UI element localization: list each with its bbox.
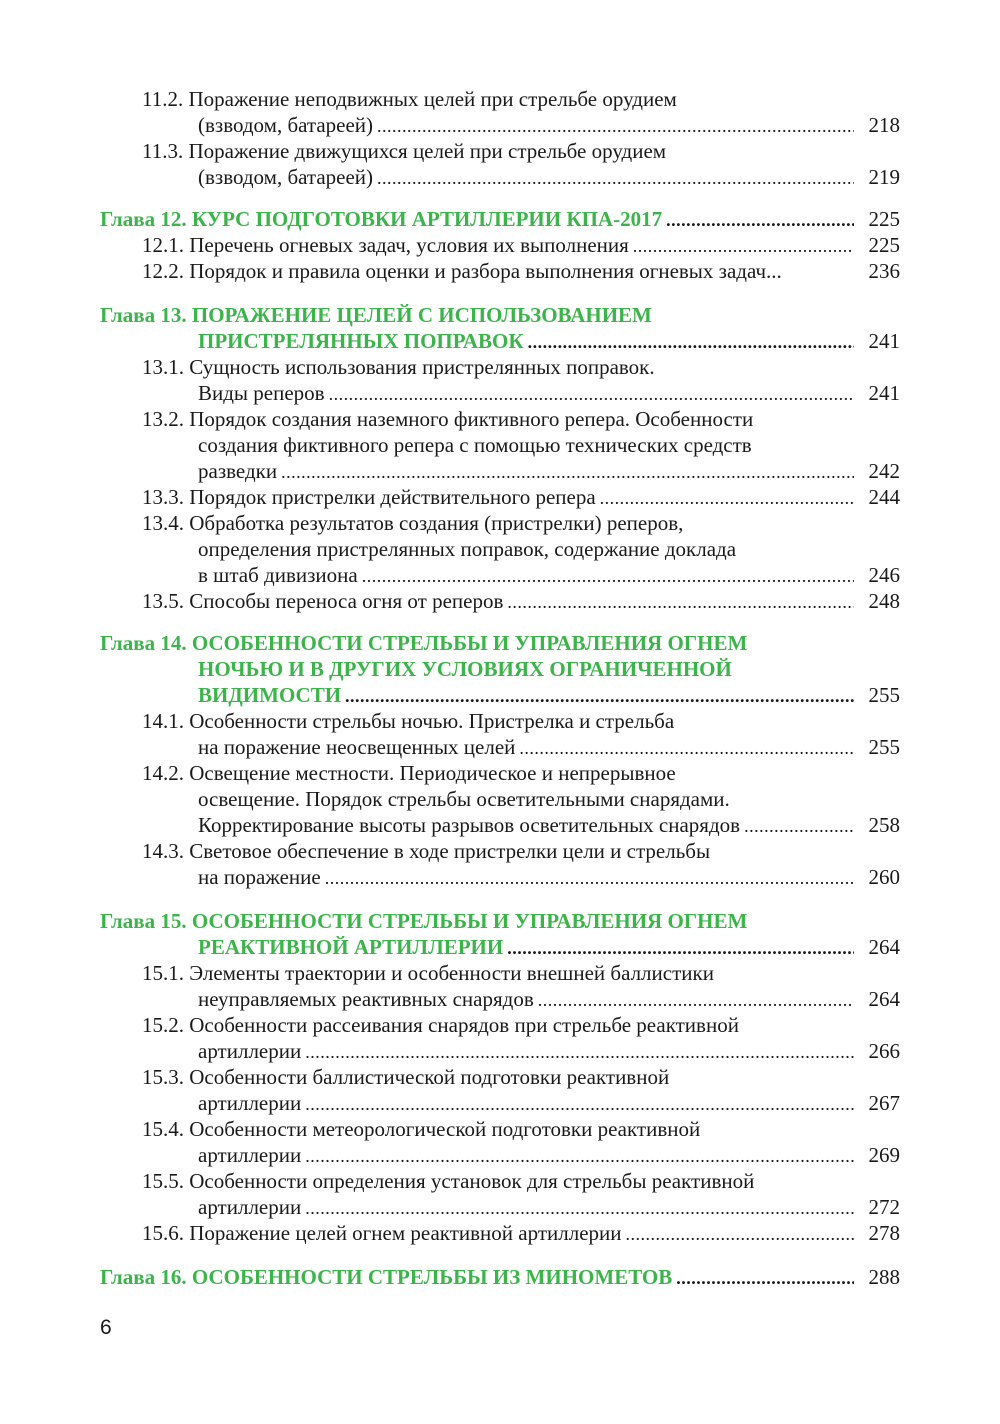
leader-dots: [377, 112, 854, 138]
toc-line: 14.2. Освещение местности. Периодическое и непрерывное: [142, 761, 676, 785]
chapter-title: ВИДИМОСТИ: [198, 683, 342, 707]
leader-dots: [377, 164, 854, 190]
leader-dots: [305, 1090, 854, 1116]
leader-dots: [507, 588, 854, 614]
toc-line: 12.1. Перечень огневых задач, условия их выполнения: [142, 233, 629, 257]
toc-line: 11.3. Поражение движущихся целей при стрельбе орудием: [142, 139, 667, 163]
toc-page-number: 241: [868, 381, 900, 405]
toc-page-number: 246: [868, 563, 900, 587]
toc-page-number: 264: [868, 987, 900, 1011]
toc-entry-15-2[interactable]: [198, 1038, 900, 1064]
toc-line: 15.6. Поражение целей огнем реактивной артиллерии: [142, 1221, 622, 1245]
leader-dots: [676, 1264, 854, 1290]
toc-line: (взводом, батареей): [198, 165, 374, 189]
toc-entry-12-1[interactable]: [142, 232, 900, 258]
leader-dots: [281, 458, 854, 484]
toc-line: артиллерии: [198, 1143, 302, 1167]
toc-line: разведки: [198, 459, 278, 483]
toc-entry-14-2[interactable]: [198, 812, 900, 838]
toc-chapter-15[interactable]: [198, 934, 900, 960]
toc-page-number: 264: [868, 935, 900, 959]
leader-dots: [507, 934, 854, 960]
toc-chapter-13[interactable]: [198, 328, 900, 354]
toc-line: на поражение: [198, 865, 321, 889]
toc-chapter-14[interactable]: [198, 682, 900, 708]
toc-page-number: 255: [868, 683, 900, 707]
toc-entry-15-3[interactable]: [198, 1090, 900, 1116]
toc-page-number: 242: [868, 459, 900, 483]
toc-entry-12-2[interactable]: [142, 258, 900, 284]
chapter-title: ПРИСТРЕЛЯННЫХ ПОПРАВОК: [198, 329, 524, 353]
toc-entry-13-2[interactable]: [198, 458, 900, 484]
toc-page-number: 225: [868, 207, 900, 231]
toc-line: артиллерии: [198, 1091, 302, 1115]
toc-page-number: 219: [868, 165, 900, 189]
toc-line: 14.3. Световое обеспечение в ходе пристрелки цели и стрельбы: [142, 839, 711, 863]
toc-line: 13.1. Сущность использования пристрелянных поправок.: [142, 355, 655, 379]
toc-entry-15-6[interactable]: [142, 1220, 900, 1246]
toc-entry-14-1[interactable]: [198, 734, 900, 760]
toc-entry-15-5[interactable]: [198, 1194, 900, 1220]
toc-line: создания фиктивного репера с помощью технических средств: [198, 433, 752, 457]
leader-dots: [626, 1220, 855, 1246]
leader-dots: [345, 682, 854, 708]
leader-dots: [538, 986, 854, 1012]
toc-line: в штаб дивизиона: [198, 563, 358, 587]
toc-line: 14.1. Особенности стрельбы ночью. Пристрелка и стрельба: [142, 709, 675, 733]
toc-page-number: 236: [868, 259, 900, 283]
toc-entry-15-1[interactable]: [198, 986, 900, 1012]
page-number: 6: [100, 1316, 112, 1339]
toc-entry-13-4[interactable]: [198, 562, 900, 588]
toc-page-number: 258: [868, 813, 900, 837]
toc-line: 11.2. Поражение неподвижных целей при стрельбе орудием: [142, 87, 677, 111]
leader-dots: [329, 380, 854, 406]
toc-entry-14-3[interactable]: [198, 864, 900, 890]
toc-line: неуправляемых реактивных снарядов: [198, 987, 534, 1011]
toc-line: Корректирование высоты разрывов осветительных снарядов: [198, 813, 741, 837]
toc-page-number: 278: [868, 1221, 900, 1245]
toc-line: 15.1. Элементы траектории и особенности внешней баллистики: [142, 961, 714, 985]
toc-page-number: 255: [868, 735, 900, 759]
toc-entry-11-2[interactable]: [198, 112, 900, 138]
toc-line: на поражение неосвещенных целей: [198, 735, 516, 759]
toc-page-number: 272: [868, 1195, 900, 1219]
chapter-title: Глава 12. КУРС ПОДГОТОВКИ АРТИЛЛЕРИИ КПА-2017: [100, 207, 663, 231]
chapter-title: Глава 13. ПОРАЖЕНИЕ ЦЕЛЕЙ С ИСПОЛЬЗОВАНИЕМ: [100, 303, 652, 327]
toc-page-number: 218: [868, 113, 900, 137]
toc-page-number: 288: [868, 1265, 900, 1289]
toc-page-number: 269: [868, 1143, 900, 1167]
toc-line: определения пристрелянных поправок, содержание доклада: [198, 537, 737, 561]
toc-line: 15.3. Особенности баллистической подготовки реактивной: [142, 1065, 670, 1089]
leader-dots: [305, 1038, 854, 1064]
leader-dots: [666, 206, 854, 232]
toc-page-number: 266: [868, 1039, 900, 1063]
toc-line: (взводом, батареей): [198, 113, 374, 137]
toc-entry-11-3[interactable]: [198, 164, 900, 190]
toc-line: 12.2. Порядок и правила оценки и разбора выполнения огневых задач...: [142, 259, 782, 283]
leader-dots: [305, 1142, 854, 1168]
toc-chapter-16[interactable]: [100, 1264, 900, 1290]
toc-page-number: 225: [868, 233, 900, 257]
leader-dots: [362, 562, 854, 588]
chapter-title: Глава 14. ОСОБЕННОСТИ СТРЕЛЬБЫ И УПРАВЛЕНИЯ ОГНЕМ: [100, 631, 748, 655]
leader-dots: [528, 328, 854, 354]
toc-line: артиллерии: [198, 1195, 302, 1219]
toc-line: артиллерии: [198, 1039, 302, 1063]
toc-line: 15.5. Особенности определения установок для стрельбы реактивной: [142, 1169, 755, 1193]
toc-page-number: 260: [868, 865, 900, 889]
toc-line: 15.2. Особенности рассеивания снарядов при стрельбе реактивной: [142, 1013, 739, 1037]
toc-line: 13.5. Способы переноса огня от реперов: [142, 589, 504, 613]
chapter-title: РЕАКТИВНОЙ АРТИЛЛЕРИИ: [198, 935, 504, 959]
chapter-title: Глава 15. ОСОБЕННОСТИ СТРЕЛЬБЫ И УПРАВЛЕНИЯ ОГНЕМ: [100, 909, 748, 933]
leader-dots: [600, 484, 854, 510]
toc-line: 13.4. Обработка результатов создания (пристрелки) реперов,: [142, 511, 684, 535]
toc-entry-15-4[interactable]: [198, 1142, 900, 1168]
toc-line: 15.4. Особенности метеорологической подготовки реактивной: [142, 1117, 701, 1141]
toc-page-number: 267: [868, 1091, 900, 1115]
chapter-title: НОЧЬЮ И В ДРУГИХ УСЛОВИЯХ ОГРАНИЧЕННОЙ: [198, 657, 732, 681]
toc-page-number: 248: [868, 589, 900, 613]
toc-entry-13-3[interactable]: [142, 484, 900, 510]
toc-line: освещение. Порядок стрельбы осветительными снарядами.: [198, 787, 730, 811]
toc-entry-13-1[interactable]: [198, 380, 900, 406]
toc-page-number: 244: [868, 485, 900, 509]
leader-dots: [744, 812, 854, 838]
toc-line: 13.2. Порядок создания наземного фиктивного репера. Особенности: [142, 407, 754, 431]
leader-dots: [633, 232, 854, 258]
toc-page-number: 241: [868, 329, 900, 353]
toc-line: 13.3. Порядок пристрелки действительного репера: [142, 485, 596, 509]
leader-dots: [305, 1194, 854, 1220]
chapter-title: Глава 16. ОСОБЕННОСТИ СТРЕЛЬБЫ ИЗ МИНОМЕТОВ: [100, 1265, 673, 1289]
leader-dots: [519, 734, 854, 760]
toc-chapter-12[interactable]: [100, 206, 900, 232]
toc-entry-13-5[interactable]: [142, 588, 900, 614]
toc-line: Виды реперов: [198, 381, 325, 405]
leader-dots: [325, 864, 854, 890]
